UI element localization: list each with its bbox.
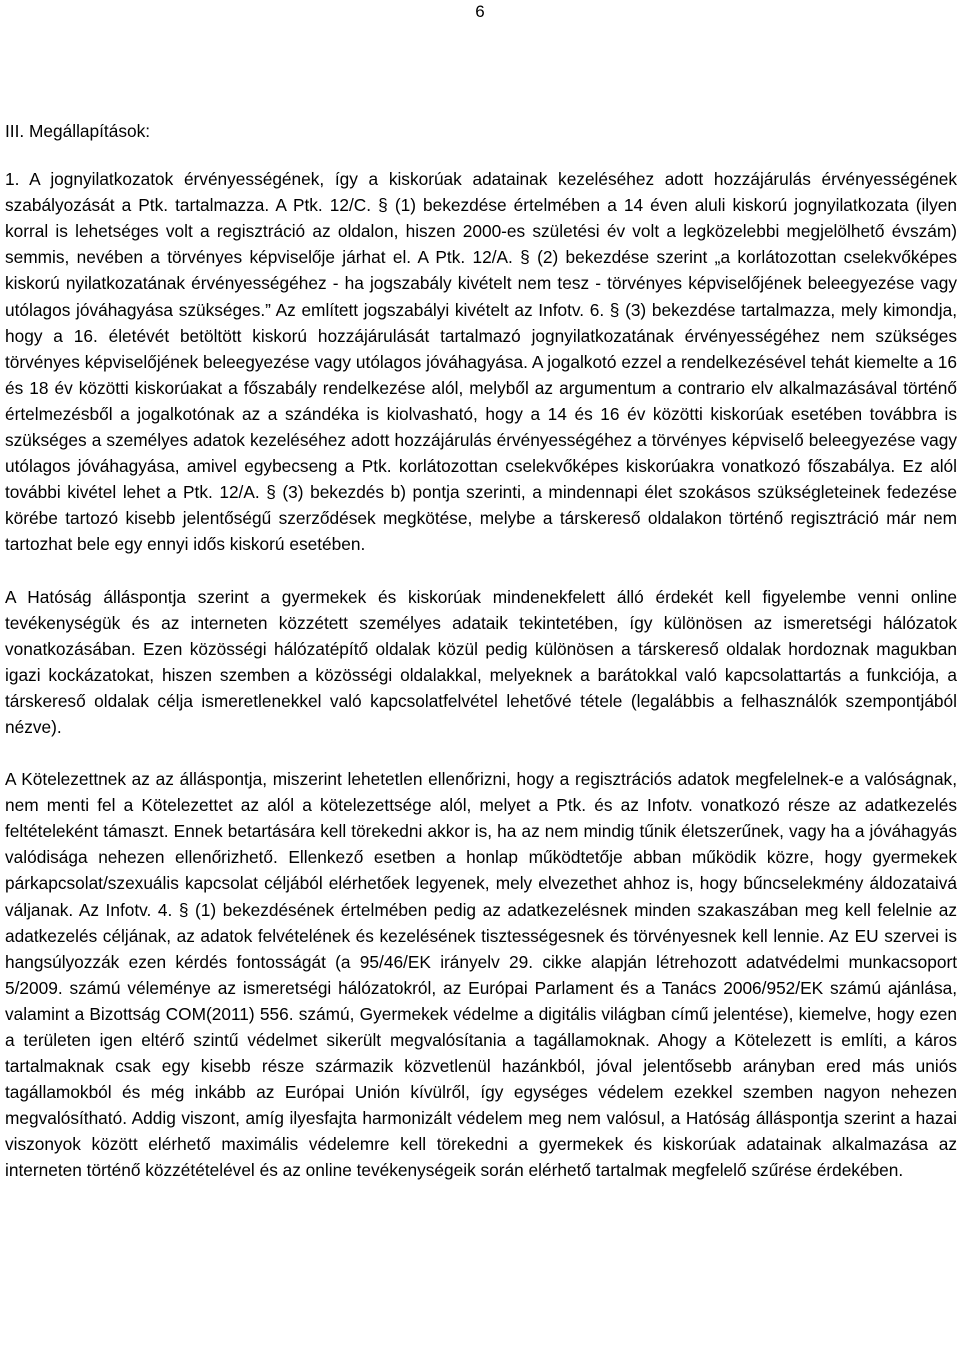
document-body <box>5 118 957 1184</box>
paragraph-1: 1. A jognyilatkozatok érvényességének, így a kiskorúak adatainak kezeléséhez adott hozzájárulás érvényességének szabályozását a Ptk. tartalmazza. A Ptk. 12/C. § (1) bekezdése értelmében a 14 éven aluli kiskorú jognyilatkozata (ilyen korral is lehetséges volt a regisztráció az oldalon, hiszen 2000-es születési év volt a legközelebbi megjelölhető évszám) semmis, nevében a törvényes képviselője járhat el. A Ptk. 12/A. § (2) bekezdése szerint „a korlátozottan cselekvőképes kiskorú nyilatkozatának érvényességéhez - ha jogszabály kivételt nem tesz - törvényes képviselőjének beleegyezése vagy utólagos jóváhagyása szükséges.” Az említett jogszabályi kivételt az Infotv. 6. § (3) bekezdése tartalmazza, mely kimondja, hogy a 16. életévét betöltött kiskorú hozzájárulását tartalmazó jognyilatkozatának érvényességéhez nem szükséges törvényes képviselőjének beleegyezése vagy utólagos jóváhagyása. A jogalkotó ezzel a rendelkezésével tehát kiemelte a 16 és 18 év közötti kiskorúakat a főszabály rendelkezése alól, melyből az argumentum a contrario elv alkalmazásával történő értelmezésből a jogalkotónak az a szándéka is kiolvasható, hogy a 14 és 16 év közötti kiskorúak esetében továbbra is szükséges a személyes adatok kezeléséhez adott hozzájárulás érvényességéhez a törvényes képviselő beleegyezése vagy utólagos jóváhagyása, amivel egybecseng a Ptk. korlátozottan cselekvőképes kiskorúakra vonatkozó főszabálya. Ez alól további kivétel lehet a Ptk. 12/A. § (3) bekezdés b) pontja szerinti, a mindennapi élet szokásos szükségleteinek fedezése körébe tartozó kisebb jelentőségű szerződések megkötése, melybe a társkereső oldalakon történő regisztráció már nem tartozhat bele egy ennyi idős kiskorú esetében. <box>5 169 957 555</box>
paragraph-3: A Kötelezettnek az az álláspontja, miszerint lehetetlen ellenőrizni, hogy a regisztrációs adatok megfelelnek-e a valóságnak, nem menti fel a Kötelezettet az alól a kötelezettsége alól, melyet a Ptk. és az Infotv. vonatkozó része az adatkezelés feltételeként támaszt. Ennek betartására kell törekedni akkor is, ha az nem mindig tűnik életszerűnek, vagy ha a jóváhagyás valódisága nehezen ellenőrizhető. Ellenkező esetben a honlap működtetője abban működik közre, hogy gyermekek párkapcsolat/szexuális kapcsolat céljából elérhetőek legyenek, mely elvezethet ahhoz is, hogy bűncselekmény áldozataivá váljanak. Az Infotv. 4. § (1) bekezdésének értelmében pedig az adatkezelésnek minden szakaszában meg kell felelnie az adatkezelés céljának, az adatok felvételének és kezelésének tisztességesnek és törvényesnek kell lennie. Az EU szervei is hangsúlyozzák ezen kérdés fontosságát (a 95/46/EK irányelv 29. cikke alapján létrehozott adatvédelmi munkacsoport 5/2009. számú véleménye az ismeretségi hálózatokról, az Európai Parlament és a Tanács 2006/952/EK számú ajánlása, valamint a Bizottság COM(2011) 556. számú, Gyermekek védelme a digitális világban című jelentése), kiemelve, hogy ezen a területen igen eltérő szintű védelmet sikerült megvalósítania a tagállamoknak. Ahogy a Kötelezett is említi, a káros tartalmaknak csak egy kisebb része származik közvetlenül hazánkból, jóval jelentősebb arányban ered más uniós tagállamokból és még inkább az Európai Unión kívülről, így egységes védelem ezekkel szemben nagyon nehezen megvalósítható. Addig viszont, amíg ilyesfajta harmonizált védelem meg nem valósul, a Hatóság álláspontja szerint a hazai viszonyok között elérhető maximális védelemre kell törekedni a gyermekek és kiskorúak adatainak alkalmazása az interneten történő közzétételével és az online tevékenységeik során elérhető tartalmak megfelelő szűrése érdekében. <box>5 769 957 1181</box>
paragraph-spacer <box>5 740 957 766</box>
section-heading: III. Megállapítások: <box>5 121 151 141</box>
paragraph-2: A Hatóság álláspontja szerint a gyermekek és kiskorúak mindenekfelett álló érdekét kell figyelembe venni online tevékenységük és az interneten közzétett személyes adataik tekintetében, így különösen az ismeretségi hálózatok vonatkozásában. Ezen közösségi hálózatépítő oldalak közül pedig különösen a társkereső oldalak hordoznak magukban igazi kockázatokat, hiszen szemben a közösségi oldalakkal, melyeknek a barátokkal való kapcsolattartás a funkciója, a társkereső oldalak célja ismeretlenekkel való kapcsolatfelvétel lehetővé tétele (legalábbis a felhasználók szempontjából nézve). <box>5 586 957 737</box>
page-number: 6 <box>475 2 485 21</box>
paragraph-spacer <box>5 558 957 584</box>
